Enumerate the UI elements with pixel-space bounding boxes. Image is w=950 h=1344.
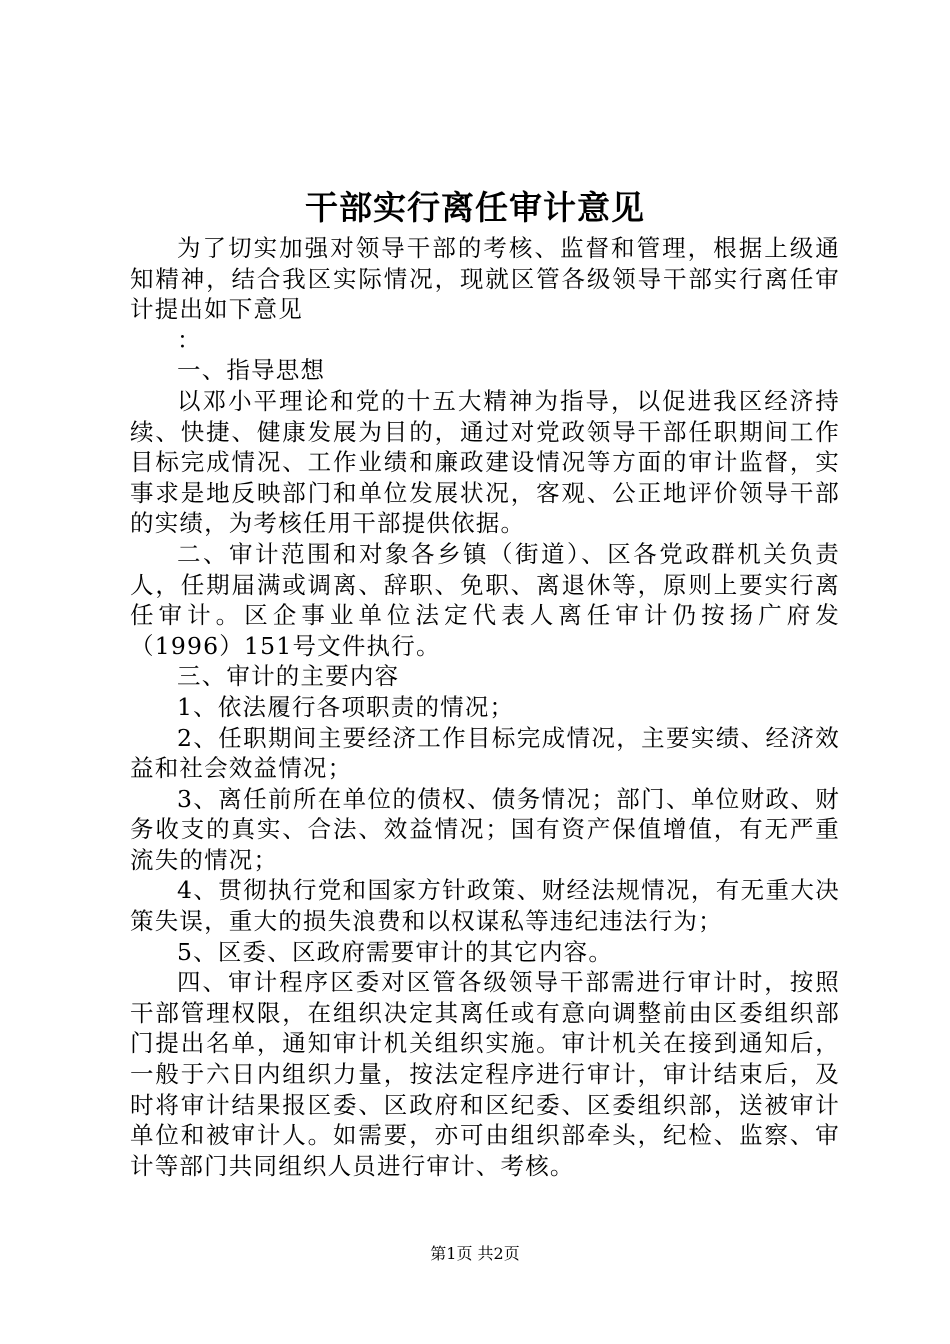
section-heading-guiding-thought: 一、指导思想: [177, 356, 326, 385]
page-footer: 第1页 共2页: [430, 1244, 520, 1263]
paragraph-intro: 为了切实加强对领导干部的考核、监督和管理，根据上级通知精神，结合我区实际情况，现就区管各级领导干部实行离任审计提出如下意见: [130, 234, 840, 324]
section-heading-main-content: 三、审计的主要内容: [177, 662, 400, 691]
paragraph-audit-procedure: 四、审计程序区委对区管各级领导干部需进行审计时，按照干部管理权限，在组织决定其离任或有意向调整前由区委组织部门提出名单，通知审计机关组织实施。审计机关在接到通知后，一般于六日内组织力量，按法定程序进行审计，审计结束后，及时将审计结果报区委、区政府和区纪委、区委组织部，送被审计单位和被审计人。如需要，亦可由组织部牵头，纪检、监察、审计等部门共同组织人员进行审计、考核。: [130, 968, 840, 1180]
list-item-2: 2、任职期间主要经济工作目标完成情况，主要实绩、经济效益和社会效益情况；: [130, 723, 840, 783]
list-item-5: 5、区委、区政府需要审计的其它内容。: [177, 937, 614, 966]
list-item-4: 4、贯彻执行党和国家方针政策、财经法规情况，有无重大决策失误，重大的损失浪费和以权谋私等违纪违法行为；: [130, 876, 840, 936]
document-title: 干部实行离任审计意见: [305, 188, 645, 227]
list-item-3: 3、离任前所在单位的债权、债务情况；部门、单位财政、财务收支的真实、合法、效益情况；国有资产保值增值，有无严重流失的情况；: [130, 784, 840, 874]
paragraph-colon: ：: [177, 325, 202, 354]
paragraph-audit-scope: 二、审计范围和对象各乡镇（街道）、区各党政群机关负责人，任期届满或调离、辞职、免职、离退休等，原则上要实行离任审计。区企事业单位法定代表人离任审计仍按扬广府发（1996）151号文件执行。: [130, 539, 840, 660]
list-item-1: 1、依法履行各项职责的情况；: [177, 692, 515, 721]
paragraph-guiding-thought: 以邓小平理论和党的十五大精神为指导，以促进我区经济持续、快捷、健康发展为目的，通过对党政领导干部任职期间工作目标完成情况、工作业绩和廉政建设情况等方面的审计监督，实事求是地反映部门和单位发展状况，客观、公正地评价领导干部的实绩，为考核任用干部提供依据。: [130, 386, 840, 538]
document-body: [130, 233, 840, 1181]
